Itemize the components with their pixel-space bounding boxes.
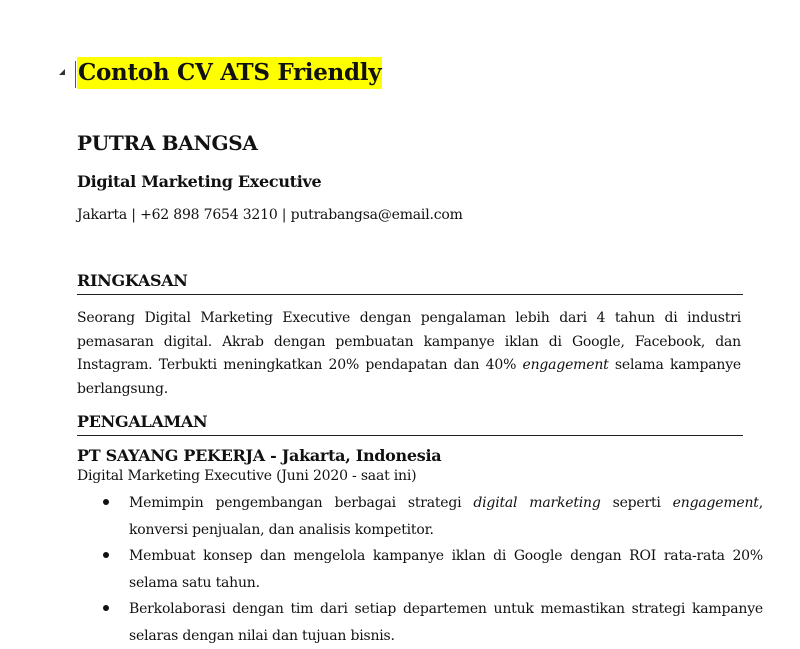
experience-position[interactable]: Digital Marketing Executive (Juni 2020 - saat ini) — [77, 468, 417, 484]
experience-bullet[interactable] — [77, 490, 763, 543]
collapse-heading-icon[interactable] — [59, 69, 65, 75]
document-heading[interactable]: Contoh CV ATS Friendly — [77, 57, 382, 89]
summary-text-1: Seorang Digital Marketing Executive dengan pengalaman lebih dari 4 tahun di industri pemasaran digital. Akrab dengan pembuatan kampanye iklan di Google, Facebook, dan Instagram. Terbukti meningkatkan 20% pendapatan dan 40% — [77, 310, 741, 373]
experience-company[interactable]: PT SAYANG PEKERJA - Jakarta, Indonesia — [77, 446, 442, 465]
summary-text-2: selama kampanye berlangsung. — [77, 357, 741, 397]
bullet-text: Membuat konsep dan mengelola kampanye iklan di Google dengan ROI rata-rata 20% selama satu tahun. — [129, 548, 763, 591]
summary-paragraph[interactable] — [77, 307, 741, 401]
summary-section-title[interactable]: RINGKASAN — [77, 270, 743, 295]
experience-section-title[interactable]: PENGALAMAN — [77, 411, 743, 436]
bullet-text: Memimpin pengembangan berbagai strategi — [129, 495, 474, 511]
experience-bullet[interactable] — [77, 596, 763, 649]
bullet-text: seperti — [600, 495, 673, 511]
bullet-dot-icon — [103, 552, 109, 558]
bullet-text: Berkolaborasi dengan tim dari setiap departemen untuk memastikan strategi kampanye selaras dengan nilai dan tujuan bisnis. — [129, 601, 763, 644]
bullet-emphasis: digital marketing — [473, 495, 601, 511]
text-cursor — [75, 61, 76, 88]
bullet-dot-icon — [103, 499, 109, 505]
experience-bullet[interactable] — [77, 543, 763, 596]
bullet-text: , konversi penjualan, dan analisis kompetitor. — [129, 495, 763, 538]
bullet-dot-icon — [103, 605, 109, 611]
summary-emphasis: engagement — [522, 357, 609, 373]
bullet-emphasis: engagement — [672, 495, 759, 511]
experience-bullet-list — [77, 490, 763, 649]
cv-name[interactable]: PUTRA BANGSA — [77, 131, 258, 155]
cv-contact[interactable]: Jakarta | +62 898 7654 3210 | putrabangsa@email.com — [77, 207, 463, 223]
cv-role[interactable]: Digital Marketing Executive — [77, 172, 322, 191]
